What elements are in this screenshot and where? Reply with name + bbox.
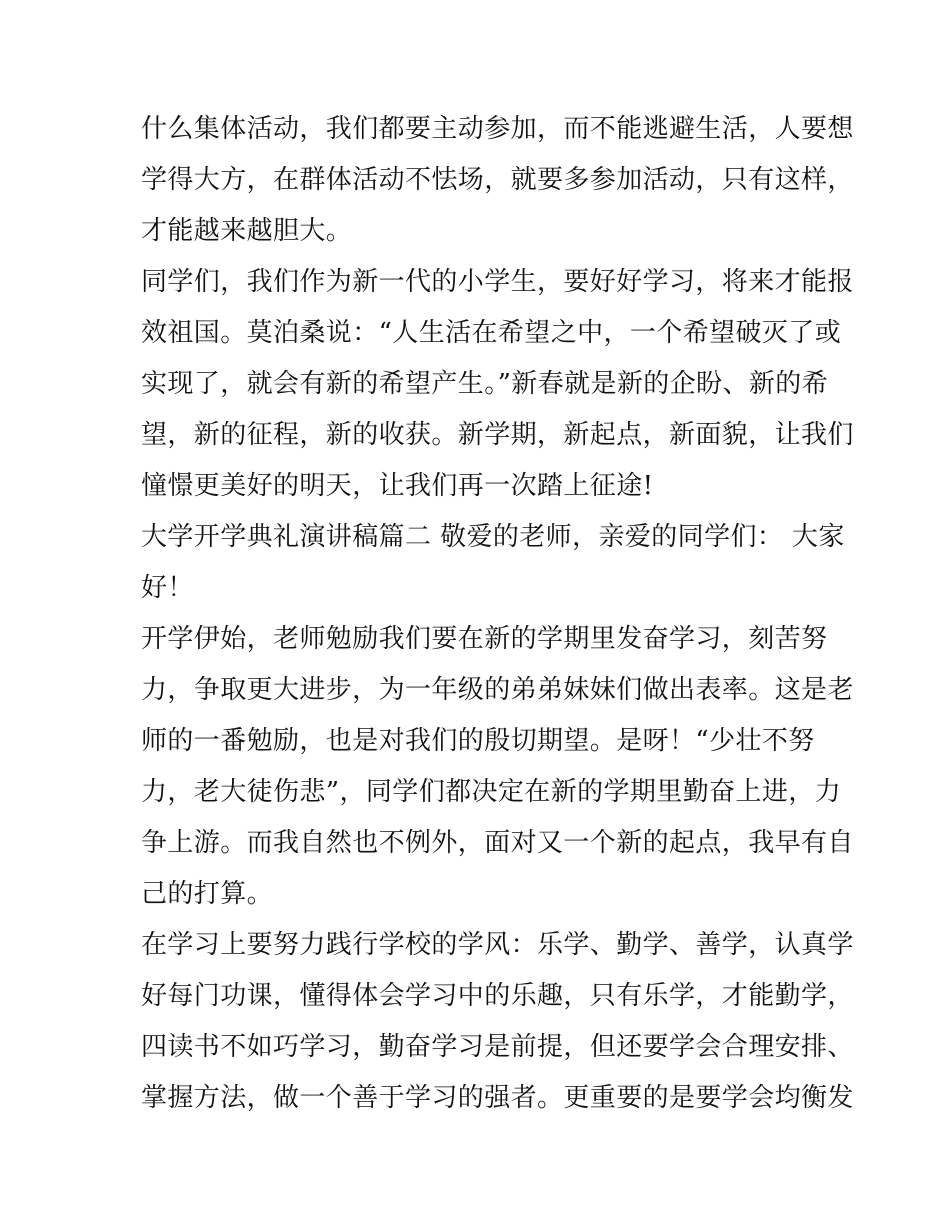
text-line: 开学伊始，老师勉励我们要在新的学期里发奋学习，刻苦努 xyxy=(141,624,828,654)
text-line: 好！ xyxy=(141,573,194,603)
text-line: 掌握方法，做一个善于学习的强者。更重要的是要学会均衡发 xyxy=(141,1083,854,1113)
section-heading-line: 大学开学典礼演讲稿篇二 敬爱的老师，亲爱的同学们： 大家 xyxy=(141,522,845,552)
document-body xyxy=(141,104,854,1124)
text-line: 憧憬更美好的明天，让我们再一次踏上征途! xyxy=(141,471,654,501)
text-line: 同学们，我们作为新一代的小学生，要好好学习，将来才能报 xyxy=(141,267,854,297)
text-line: 什么集体活动，我们都要主动参加，而不能逃避生活，人要想 xyxy=(141,114,854,144)
text-line: 争上游。而我自然也不例外，面对又一个新的起点，我早有自 xyxy=(141,828,854,858)
text-line: 师的一番勉励，也是对我们的殷切期望。是呀！“少壮不努 xyxy=(141,726,815,756)
text-line: 效祖国。莫泊桑说：“人生活在希望之中，一个希望破灭了或 xyxy=(141,318,842,348)
text-line: 实现了，就会有新的希望产生。”新春就是新的企盼、新的希 xyxy=(141,369,829,399)
text-line: 己的打算。 xyxy=(141,879,274,909)
text-line: 力，争取更大进步，为一年级的弟弟妹妹们做出表率。这是老 xyxy=(141,675,854,705)
text-line: 四读书不如巧学习，勤奋学习是前提，但还要学会合理安排、 xyxy=(141,1032,854,1062)
text-line: 好每门功课，懂得体会学习中的乐趣，只有乐学，才能勤学， xyxy=(141,981,854,1011)
text-line: 力，老大徒伤悲”，同学们都决定在新的学期里勤奋上进，力 xyxy=(141,777,842,807)
text-line: 学得大方，在群体活动不怯场，就要多参加活动，只有这样， xyxy=(141,165,854,195)
text-line: 才能越来越胆大。 xyxy=(141,216,353,246)
text-line: 望，新的征程，新的收获。新学期，新起点，新面貌，让我们 xyxy=(141,420,854,450)
text-line: 在学习上要努力践行学校的学风：乐学、勤学、善学，认真学 xyxy=(141,930,854,960)
